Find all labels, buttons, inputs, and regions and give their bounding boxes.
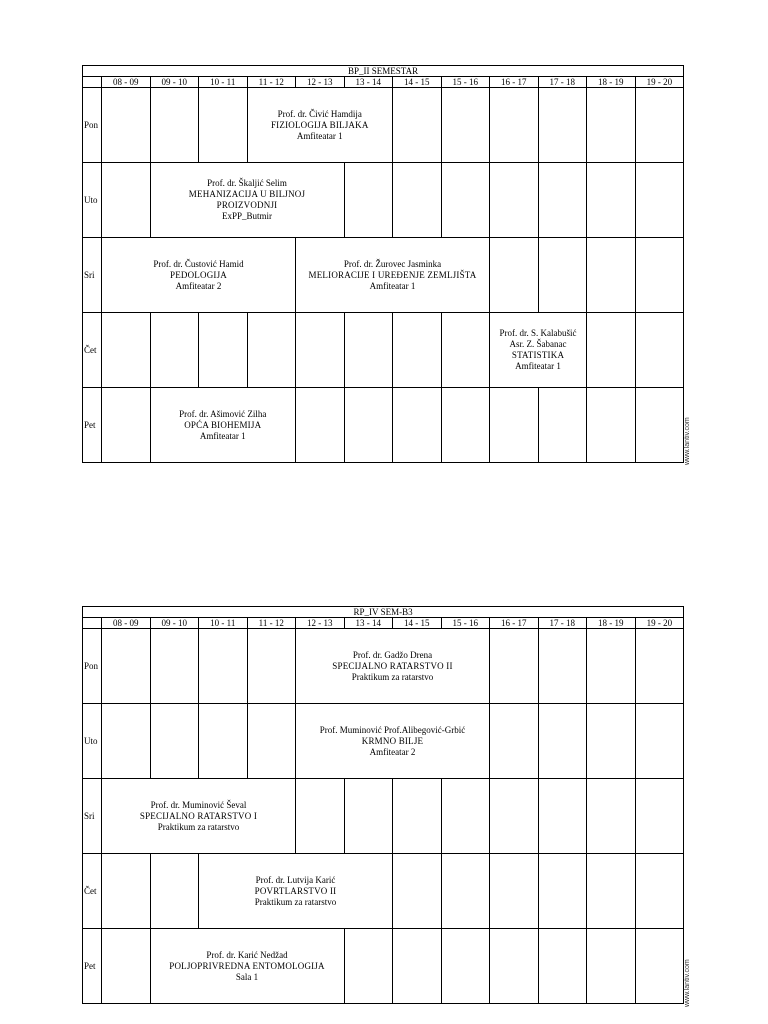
- hour-header: 12 - 13: [296, 618, 345, 629]
- empty-slot: [199, 88, 248, 163]
- course-subject: SPECIJALNO RATARSTVO II: [332, 660, 453, 671]
- empty-slot: [199, 629, 248, 704]
- day-row: [83, 854, 684, 929]
- hour-header: 18 - 19: [587, 618, 636, 629]
- course-cell: [296, 704, 490, 779]
- empty-slot: [150, 629, 199, 704]
- course-cell: [102, 238, 296, 313]
- empty-slot: [490, 238, 539, 313]
- course-cell: [296, 238, 490, 313]
- empty-slot: [441, 388, 490, 463]
- empty-slot: [102, 629, 151, 704]
- hour-header: 09 - 10: [150, 618, 199, 629]
- empty-slot: [587, 929, 636, 1004]
- empty-slot: [587, 163, 636, 238]
- hour-header: 17 - 18: [538, 618, 587, 629]
- empty-slot: [296, 779, 345, 854]
- course-room: Praktikum za ratarstvo: [254, 896, 337, 907]
- hour-header: 16 - 17: [490, 77, 539, 88]
- empty-slot: [587, 88, 636, 163]
- day-row: [83, 238, 684, 313]
- day-row: [83, 929, 684, 1004]
- empty-slot: [441, 779, 490, 854]
- empty-slot: [344, 313, 393, 388]
- corner-cell: [83, 77, 102, 88]
- schedule-table-bp-ii: [82, 65, 684, 463]
- course-subject: FIZIOLOGIJA BILJAKA: [270, 119, 369, 130]
- course-room: Amfiteatar 1: [296, 130, 343, 141]
- day-label: Pon: [83, 88, 102, 163]
- empty-slot: [538, 238, 587, 313]
- empty-slot: [490, 163, 539, 238]
- course-room: Sala 1: [235, 971, 259, 982]
- empty-slot: [393, 388, 442, 463]
- course-room: Amfiteatar 1: [515, 361, 561, 371]
- day-row: [83, 313, 684, 388]
- hour-header: 12 - 13: [296, 77, 345, 88]
- course-subject: MELIORACIJE I UREĐENJE ZEMLJIŠTA: [308, 269, 477, 280]
- course-cell: [296, 629, 490, 704]
- empty-slot: [441, 88, 490, 163]
- hour-header: 19 - 20: [635, 618, 684, 629]
- empty-slot: [344, 388, 393, 463]
- course-subject: SPECIJALNO RATARSTVO I: [139, 810, 258, 821]
- course-cell: [150, 929, 344, 1004]
- course-professor: Prof. Muminović Prof.Alibegović-Grbić: [319, 724, 466, 735]
- empty-slot: [587, 779, 636, 854]
- course-subject: POLJOPRIVREDNA ENTOMOLOGIJA: [169, 960, 325, 971]
- empty-slot: [393, 88, 442, 163]
- hour-header: 11 - 12: [247, 618, 296, 629]
- empty-slot: [635, 313, 684, 388]
- hour-header: 14 - 15: [393, 77, 442, 88]
- day-row: [83, 388, 684, 463]
- watermark-text: www.lantiv.com: [684, 417, 691, 465]
- empty-slot: [587, 704, 636, 779]
- empty-slot: [490, 88, 539, 163]
- empty-slot: [150, 854, 199, 929]
- hour-header: 14 - 15: [393, 618, 442, 629]
- course-professor: Prof. dr. S. Kalabušić: [499, 328, 577, 338]
- hour-header: 19 - 20: [635, 77, 684, 88]
- empty-slot: [490, 388, 539, 463]
- empty-slot: [635, 163, 684, 238]
- course-room: ExPP_Butmir: [221, 211, 272, 221]
- corner-cell: [83, 618, 102, 629]
- course-room: Amfiteatar 1: [199, 430, 246, 441]
- empty-slot: [538, 163, 587, 238]
- empty-slot: [150, 88, 199, 163]
- empty-slot: [635, 854, 684, 929]
- day-label: Pet: [83, 929, 102, 1004]
- hour-header: 08 - 09: [102, 77, 151, 88]
- day-label: Čet: [83, 313, 102, 388]
- day-label: Uto: [83, 163, 102, 238]
- course-professor: Prof. dr. Lutvija Karić: [255, 874, 336, 885]
- empty-slot: [441, 929, 490, 1004]
- hour-header: 10 - 11: [199, 77, 248, 88]
- empty-slot: [490, 854, 539, 929]
- empty-slot: [538, 388, 587, 463]
- course-room: Amfiteatar 1: [369, 280, 416, 291]
- day-row: [83, 163, 684, 238]
- course-cell: [247, 88, 393, 163]
- empty-slot: [393, 313, 442, 388]
- course-subject: POVRTLARSTVO II: [254, 885, 337, 896]
- empty-slot: [344, 779, 393, 854]
- empty-slot: [490, 929, 539, 1004]
- empty-slot: [247, 629, 296, 704]
- course-professor: Prof. dr. Žurovec Jasminka: [343, 258, 442, 269]
- course-room: Praktikum za ratarstvo: [157, 821, 240, 832]
- empty-slot: [538, 704, 587, 779]
- empty-slot: [102, 88, 151, 163]
- day-row: [83, 704, 684, 779]
- empty-slot: [199, 704, 248, 779]
- empty-slot: [247, 704, 296, 779]
- empty-slot: [587, 388, 636, 463]
- empty-slot: [150, 313, 199, 388]
- hour-header: 15 - 16: [441, 618, 490, 629]
- empty-slot: [102, 854, 151, 929]
- day-row: [83, 779, 684, 854]
- course-cell: [102, 779, 296, 854]
- course-subject: KRMNO BILJE: [361, 735, 424, 746]
- empty-slot: [247, 313, 296, 388]
- course-professor: Prof. dr. Čivić Hamdija: [277, 108, 362, 119]
- hour-header: 09 - 10: [150, 77, 199, 88]
- empty-slot: [102, 704, 151, 779]
- empty-slot: [635, 779, 684, 854]
- empty-slot: [587, 313, 636, 388]
- empty-slot: [635, 88, 684, 163]
- empty-slot: [538, 629, 587, 704]
- course-cell: [150, 388, 296, 463]
- course-professor: Prof. dr. Ašimović Zilha: [179, 408, 267, 419]
- day-label: Sri: [83, 238, 102, 313]
- empty-slot: [344, 163, 393, 238]
- empty-slot: [102, 313, 151, 388]
- hour-header: 16 - 17: [490, 618, 539, 629]
- empty-slot: [538, 929, 587, 1004]
- course-subject: PEDOLOGIJA: [170, 269, 227, 280]
- schedule-table-rp-iv: [82, 606, 684, 1004]
- empty-slot: [102, 163, 151, 238]
- hour-header: 15 - 16: [441, 77, 490, 88]
- empty-slot: [441, 313, 490, 388]
- empty-slot: [393, 779, 442, 854]
- day-label: Pet: [83, 388, 102, 463]
- empty-slot: [635, 388, 684, 463]
- empty-slot: [490, 629, 539, 704]
- course-subject: OPĆA BIOHEMIJA: [184, 419, 262, 430]
- course-cell: [199, 854, 393, 929]
- empty-slot: [490, 704, 539, 779]
- watermark-text: www.lantiv.com: [684, 959, 691, 1007]
- course-room: Amfiteatar 2: [175, 280, 222, 291]
- course-professor: Prof. dr. Muminović Ševal: [150, 799, 247, 810]
- hour-header: 18 - 19: [587, 77, 636, 88]
- empty-slot: [490, 779, 539, 854]
- hour-header: 17 - 18: [538, 77, 587, 88]
- empty-slot: [344, 929, 393, 1004]
- empty-slot: [587, 629, 636, 704]
- empty-slot: [587, 854, 636, 929]
- schedule-title: BP_II SEMESTAR: [83, 66, 684, 77]
- course-cell: [150, 163, 344, 238]
- course-cell: [490, 313, 587, 388]
- empty-slot: [441, 854, 490, 929]
- hour-header: 10 - 11: [199, 618, 248, 629]
- day-label: Pon: [83, 629, 102, 704]
- day-label: Sri: [83, 779, 102, 854]
- empty-slot: [538, 779, 587, 854]
- empty-slot: [102, 929, 151, 1004]
- course-room: Praktikum za ratarstvo: [351, 671, 434, 682]
- empty-slot: [296, 313, 345, 388]
- course-subject: MEHANIZACIJA U BILJNOJ PROIZVODNJI: [188, 189, 306, 210]
- schedule-title: RP_IV SEM-B3: [83, 607, 684, 618]
- empty-slot: [393, 163, 442, 238]
- empty-slot: [296, 388, 345, 463]
- course-professor: Prof. dr. Gadžo Drena: [352, 649, 433, 660]
- day-row: [83, 88, 684, 163]
- empty-slot: [441, 163, 490, 238]
- course-subject: STATISTIKA: [511, 350, 565, 360]
- empty-slot: [635, 929, 684, 1004]
- empty-slot: [635, 238, 684, 313]
- empty-slot: [150, 704, 199, 779]
- hour-header: 13 - 14: [344, 77, 393, 88]
- course-assistant: Asr. Z. Šabanac: [509, 339, 567, 349]
- empty-slot: [538, 854, 587, 929]
- hour-header: 11 - 12: [247, 77, 296, 88]
- hour-header: 13 - 14: [344, 618, 393, 629]
- course-professor: Prof. dr. Škaljić Selim: [207, 178, 287, 188]
- day-label: Čet: [83, 854, 102, 929]
- empty-slot: [635, 704, 684, 779]
- day-label: Uto: [83, 704, 102, 779]
- course-room: Amfiteatar 2: [369, 746, 416, 757]
- empty-slot: [587, 238, 636, 313]
- course-professor: Prof. dr. Karić Nedžad: [206, 949, 288, 960]
- empty-slot: [635, 629, 684, 704]
- empty-slot: [199, 313, 248, 388]
- empty-slot: [393, 854, 442, 929]
- hour-header: 08 - 09: [102, 618, 151, 629]
- course-professor: Prof. dr. Čustović Hamid: [153, 258, 244, 269]
- empty-slot: [102, 388, 151, 463]
- empty-slot: [538, 88, 587, 163]
- day-row: [83, 629, 684, 704]
- empty-slot: [393, 929, 442, 1004]
